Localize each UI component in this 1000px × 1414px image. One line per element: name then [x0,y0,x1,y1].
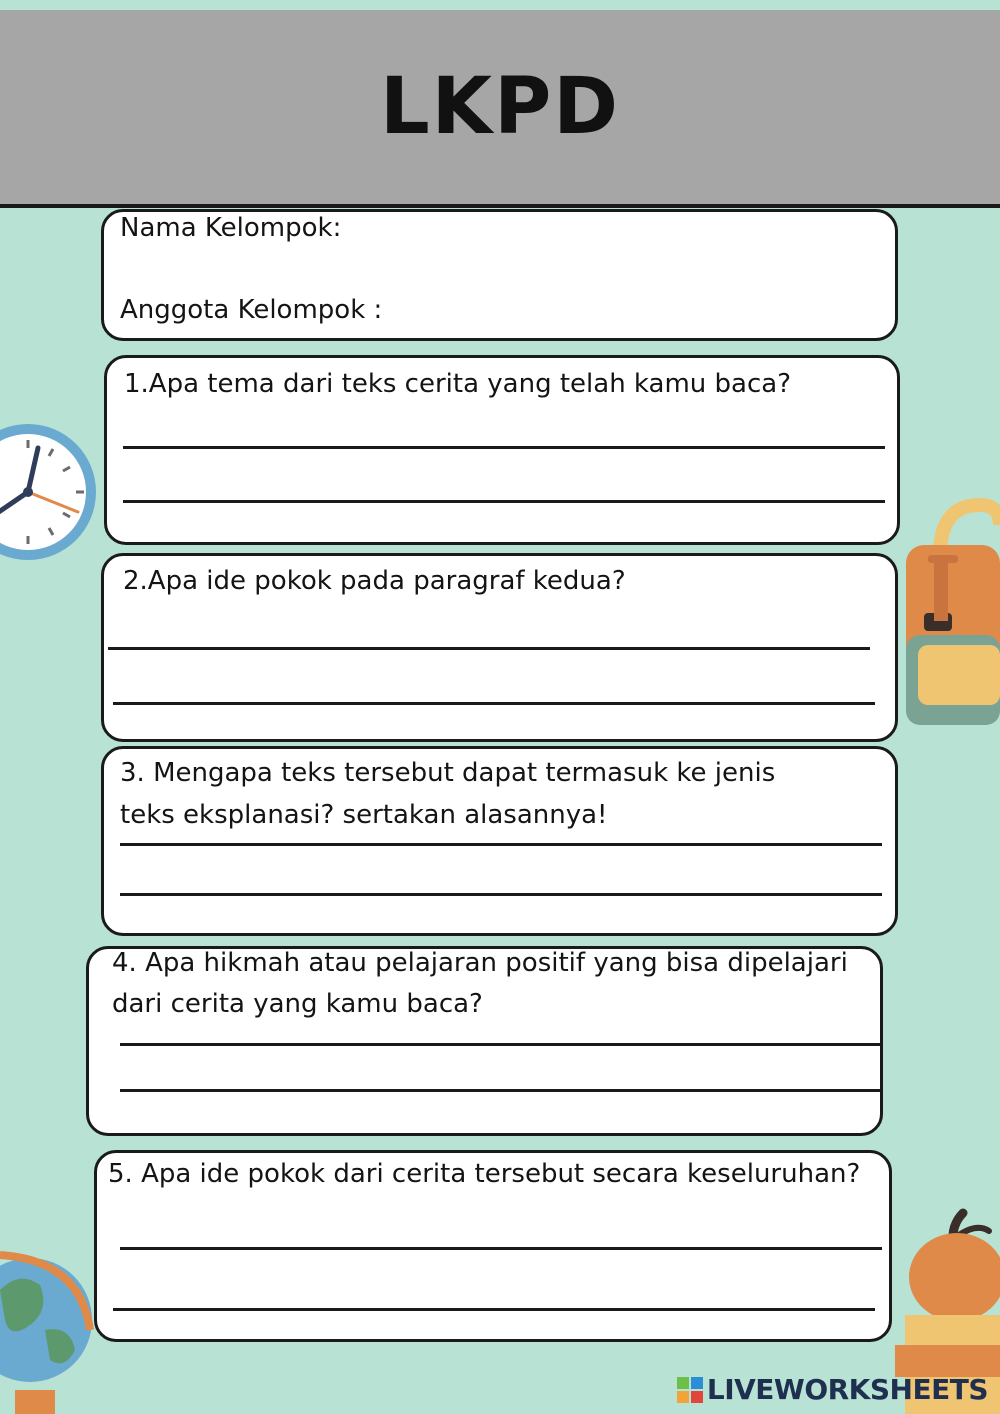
question-5-text: 5. Apa ide pokok dari cerita tersebut secara keseluruhan? [108,1159,861,1189]
answer-line[interactable] [120,843,882,846]
answer-line[interactable] [113,1308,875,1311]
answer-line[interactable] [123,446,885,449]
members-label: Anggota Kelompok : [120,295,383,325]
header-banner [0,10,1000,208]
question-4-line-2: dari cerita yang kamu baca? [112,989,483,1019]
answer-line[interactable] [120,1247,882,1250]
liveworksheets-logo-icon [677,1377,703,1403]
answer-line[interactable] [120,893,882,896]
page-title: LKPD [379,62,621,152]
watermark-text: LIVEWORKSHEETS [706,1373,988,1406]
backpack-icon [900,495,1000,730]
answer-line[interactable] [120,1089,882,1092]
answer-line[interactable] [120,1043,882,1046]
answer-line[interactable] [113,702,875,705]
group-name-label: Nama Kelompok: [120,213,342,243]
answer-line[interactable] [108,647,870,650]
question-1-text: 1.Apa tema dari teks cerita yang telah kamu baca? [124,369,791,399]
question-3-line-2: teks eksplanasi? sertakan alasannya! [120,800,608,830]
question-2-text: 2.Apa ide pokok pada paragraf kedua? [123,566,626,596]
watermark [677,1373,988,1406]
question-4-line-1: 4. Apa hikmah atau pelajaran positif yang bisa dipelajari [112,948,848,978]
globe-icon [0,1230,95,1414]
clock-icon [0,420,100,565]
question-3-line-1: 3. Mengapa teks tersebut dapat termasuk ke jenis [120,758,776,788]
answer-line[interactable] [123,500,885,503]
